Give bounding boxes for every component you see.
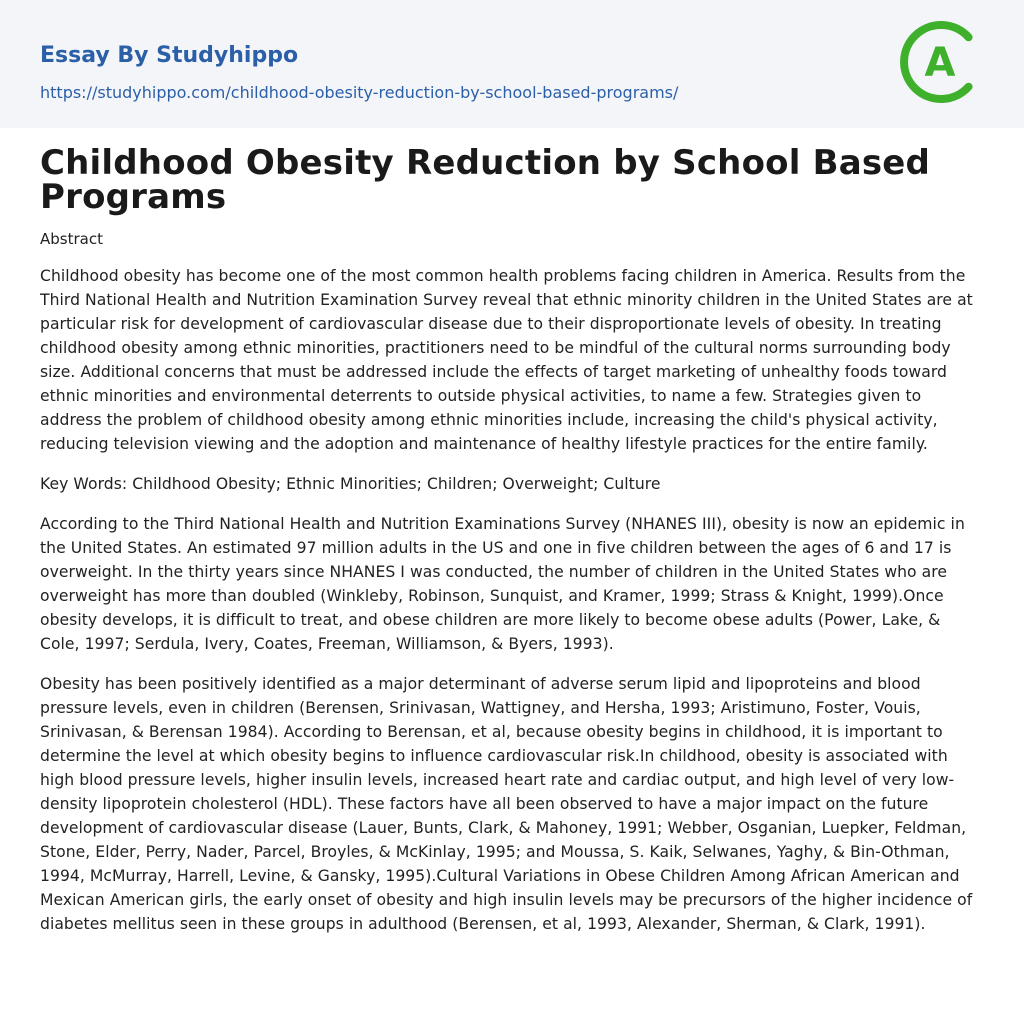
page-title: Childhood Obesity Reduction by School Based Programs (40, 143, 931, 217)
article-url-link[interactable]: https://studyhippo.com/childhood-obesity-reduction-by-school-based-programs/ (40, 83, 679, 102)
paragraph-nhanes: According to the Third National Health and Nutrition Examinations Survey (NHANES III), obesity is now an epidemic in the United States. An estimated 97 million adults in the US and one in five children between the ages of 6 and 17 is overweight. In the thirty years since NHANES I was conducted, the number of children in the United States who are overweight has more than doubled (Winkleby, Robinson, Sunquist, and Kramer, 1999; Strass & Knight, 1999).Once obesity develops, it is difficult to treat, and obese children are more likely to become obese adults (Power, Lake, & Cole, 1997; Serdula, Ivery, Coates, Freeman, Williamson, & Byers, 1993). (40, 515, 965, 653)
logo-letter: A (924, 40, 956, 86)
article-content (0, 128, 1024, 936)
paragraph-cardiovascular: Obesity has been positively identified as a major determinant of adverse serum lipid and lipoproteins and blood pressure levels, even in children (Berensen, Srinivasan, Wattigney, and Hersha, 1993; Aristimuno, Foster, Vouis, Srinivasan, & Berensan 1984). According to Berensan, et al, because obesity begins in childhood, it is important to determine the level at which obesity begins to influence cardiovascular risk.In childhood, obesity is associated with high blood pressure levels, higher insulin levels, increased heart rate and cardiac output, and high level of very low-density lipoprotein cholesterol (HDL). These factors have all been observed to have a major impact on the future development of cardiovascular disease (Lauer, Bunts, Clark, & Mahoney, 1991; Webber, Osganian, Luepker, Feldman, Stone, Elder, Perry, Nader, Parcel, Broyles, & McKinlay, 1995; and Moussa, S. Kaik, Selwanes, Yaghy, & Bin-Othman, 1994, McMurray, Harrell, Levine, & Gansky, 1995).Cultural Variations in Obese Children Among African American and Mexican American girls, the early onset of obesity and high insulin levels may be precursors of the higher incidence of diabetes mellitus seen in these groups in adulthood (Berensen, et al, 1993, Alexander, Sherman, & Clark, 1991). (40, 675, 973, 933)
brand-title[interactable]: Essay By Studyhippo (40, 43, 299, 68)
site-header (0, 0, 1024, 128)
paragraph-abstract: Childhood obesity has become one of the most common health problems facing children in America. Results from the Third National Health and Nutrition Examination Survey reveal that ethnic minority children in the United States are at particular risk for development of cardiovascular disease due to their disproportionate levels of obesity. In treating childhood obesity among ethnic minorities, practitioners need to be mindful of the cultural norms surrounding body size. Additional concerns that must be addressed include the effects of target marketing of unhealthy foods toward ethnic minorities and environmental deterrents to outside physical activities, to name a few. Strategies given to address the problem of childhood obesity among ethnic minorities include, increasing the child's physical activity, reducing television viewing and the adoption and maintenance of healthy lifestyle practices for the entire family. (40, 267, 973, 453)
abstract-label: Abstract (40, 230, 103, 248)
studyhippo-logo-icon[interactable] (900, 20, 984, 104)
paragraph-keywords: Key Words: Childhood Obesity; Ethnic Minorities; Children; Overweight; Culture (40, 475, 661, 493)
